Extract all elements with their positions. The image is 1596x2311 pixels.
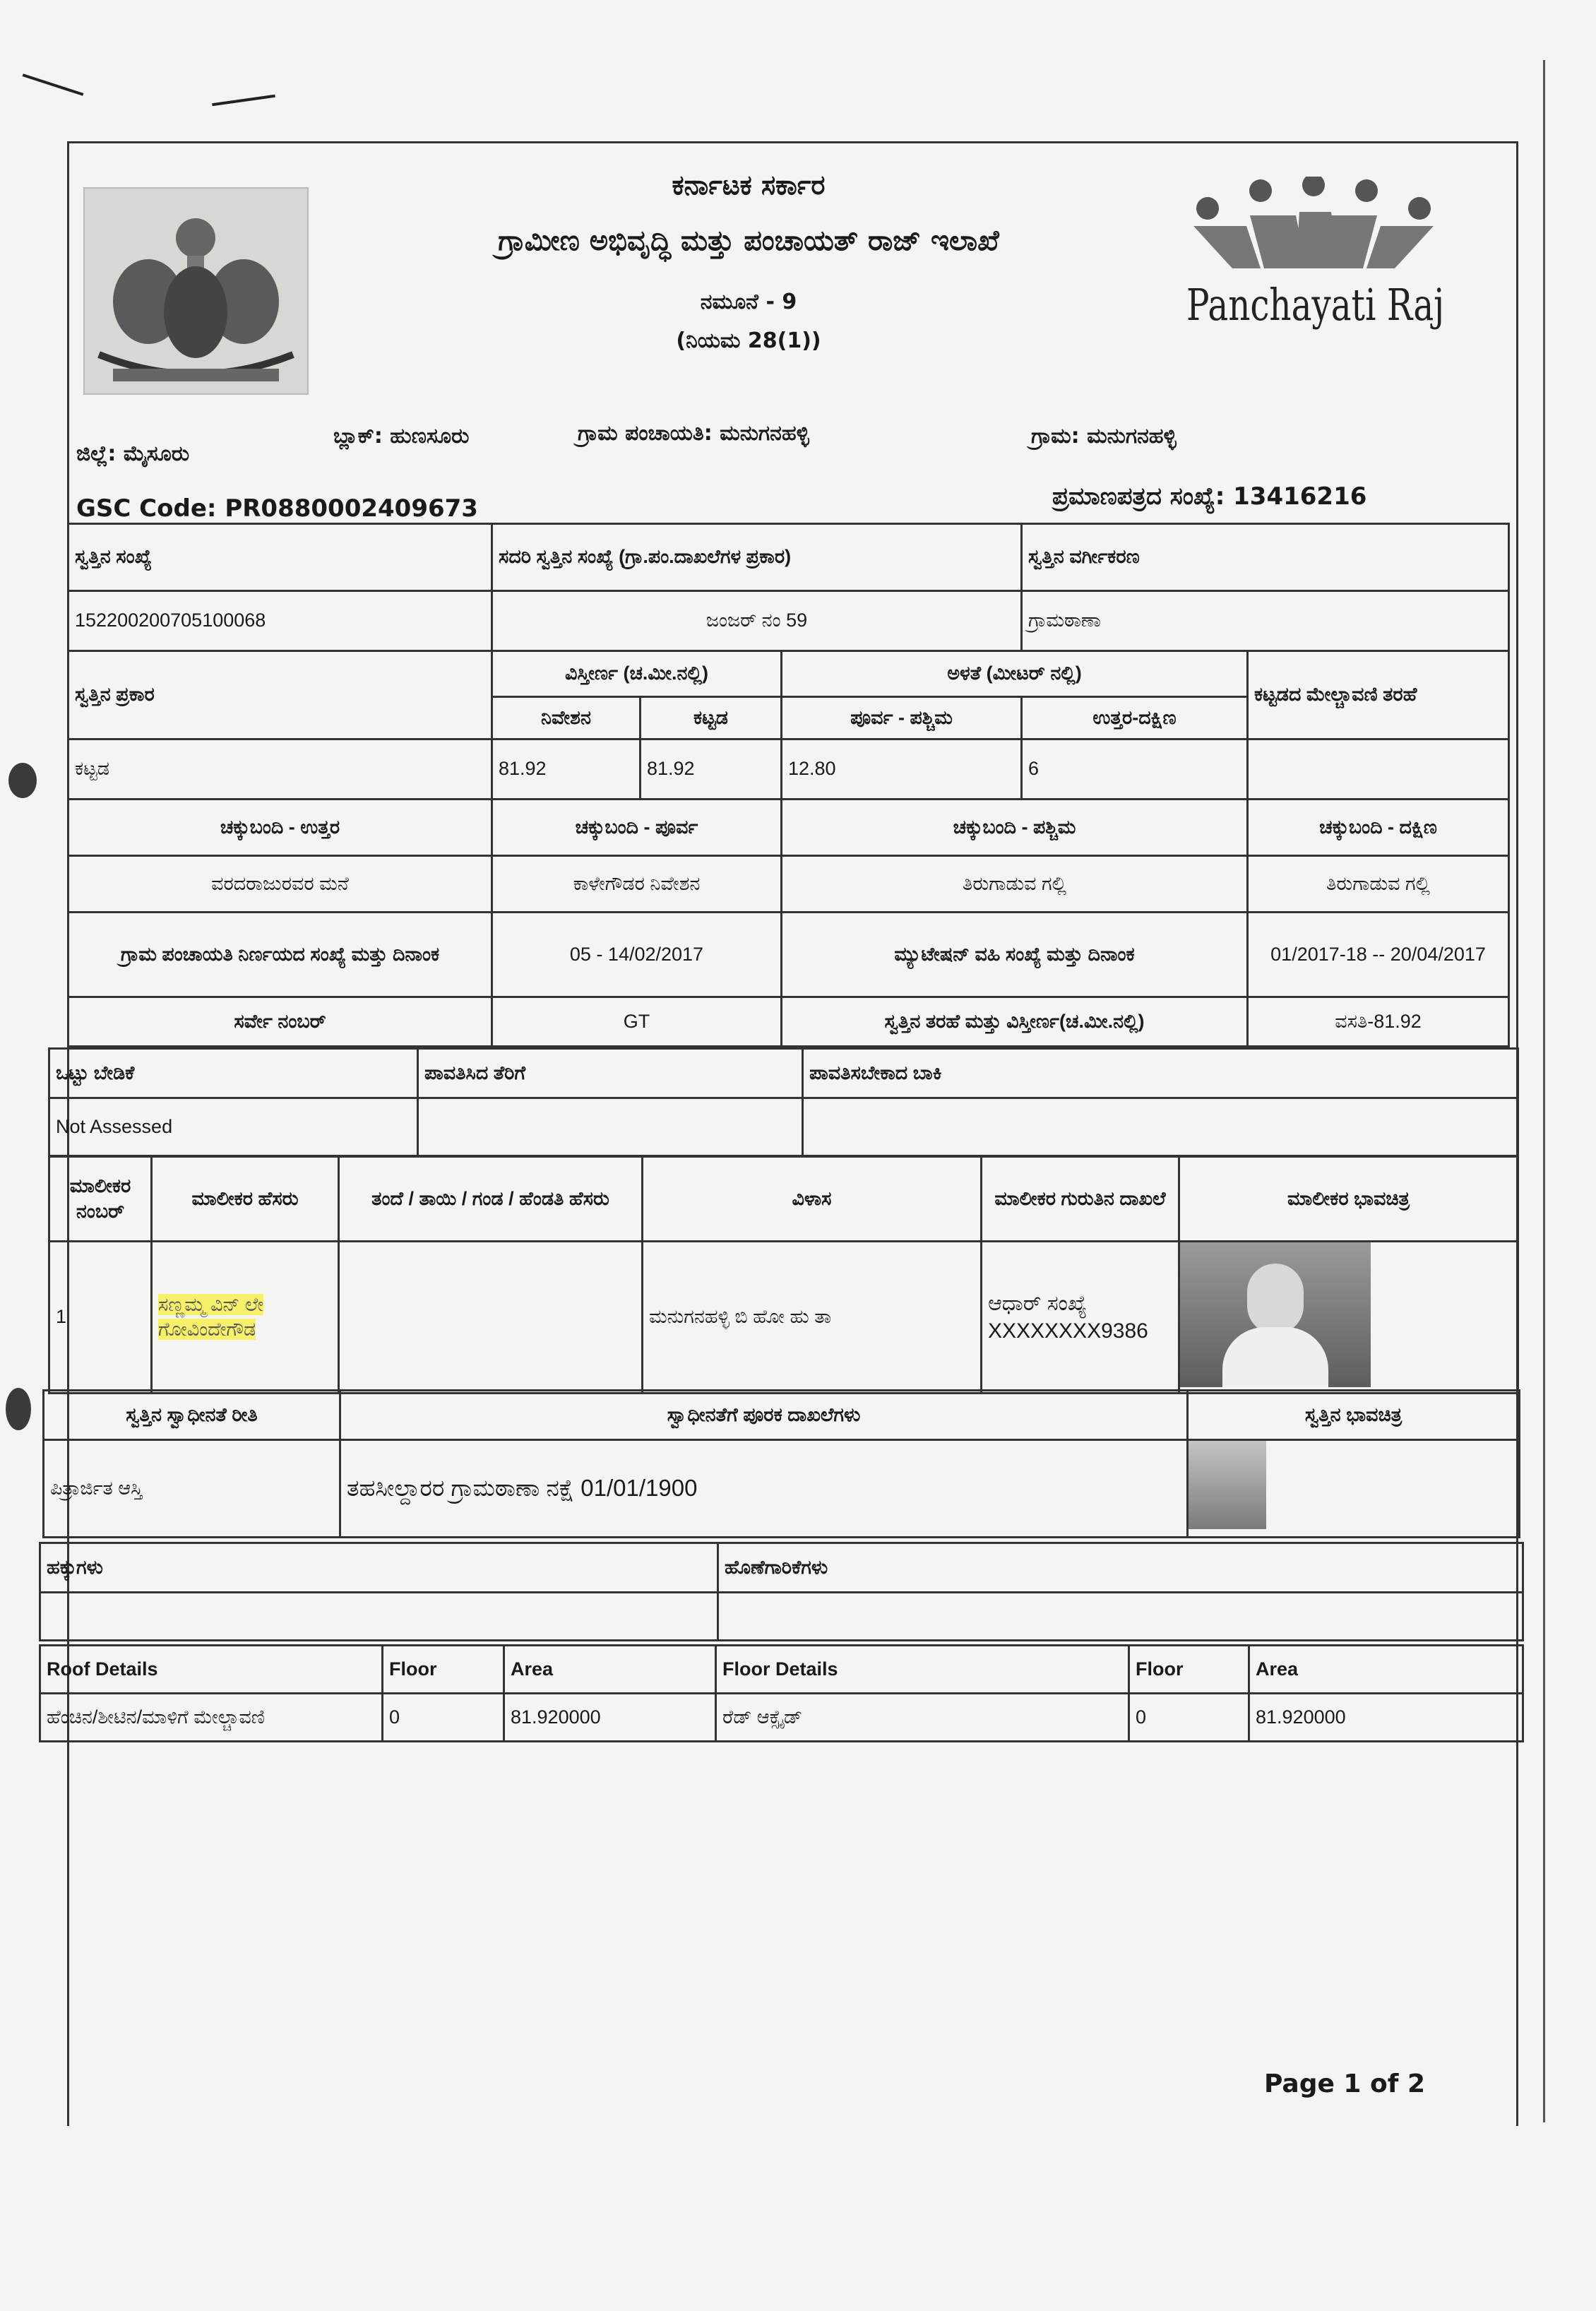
property-type-label: ಸ್ವತ್ತಿನ ಪ್ರಕಾರ	[69, 651, 492, 739]
owner-table	[48, 1156, 1519, 1394]
owner-number-label: ಮಾಲೀಕರ ನಂಬರ್	[49, 1157, 152, 1242]
acquisition-docs-value: ತಹಸೀಲ್ದಾರರ ಗ್ರಾಮಠಾಣಾ ನಕ್ಷೆ 01/01/1900	[340, 1440, 1188, 1538]
floor-floor-header: Floor	[1129, 1646, 1249, 1694]
east-west-label: ಪೂರ್ವ - ಪಶ್ಚಿಮ	[782, 697, 1022, 739]
logo-text: Panchayati Raj	[1186, 279, 1445, 331]
rights-label: ಹಕ್ಕುಗಳು	[40, 1543, 718, 1593]
dimension-label: ಅಳತೆ (ಮೀಟರ್ ನಲ್ಲಿ)	[782, 651, 1248, 697]
floor-area-value: 81.920000	[1249, 1694, 1523, 1742]
gram-panchayat: ಗ್ರಾಮ ಪಂಚಾಯತಿ: ಮನುಗನಹಳ್ಳಿ	[578, 421, 809, 446]
property-photo-label: ಸ್ವತ್ತಿನ ಭಾವಚಿತ್ರ	[1188, 1391, 1520, 1440]
roof-floor-value: 0	[383, 1694, 504, 1742]
roof-area-header: Area	[504, 1646, 716, 1694]
east-west-value: 12.80	[782, 739, 1022, 800]
owner-name-label: ಮಾಲೀಕರ ಹೆಸರು	[152, 1157, 339, 1242]
owner-id-value: ಆಧಾರ್ ಸಂಖ್ಯೆ XXXXXXXX9386	[982, 1242, 1179, 1394]
block: ಬ್ಲಾಕ್: ಹುಣಸೂರು	[333, 424, 470, 448]
floor-area-header: Area	[1249, 1646, 1523, 1694]
property-photo	[1189, 1441, 1266, 1529]
district: ಜಿಲ್ಲೆ: ಮೈಸೂರು	[76, 441, 190, 466]
roof-type-label: ಕಟ್ಟಡದ ಮೇಲ್ಚಾವಣಿ ತರಹೆ	[1248, 651, 1509, 739]
classification-value: ಗ್ರಾಮಠಾಣಾ	[1022, 591, 1509, 651]
relation-name-label: ತಂದೆ / ತಾಯಿ / ಗಂಡ / ಹೆಂಡತಿ ಹೆಸರು	[339, 1157, 643, 1242]
east-boundary-value: ಕಾಳೇಗೌಡರ ನಿವೇಶನ	[492, 856, 782, 913]
liabilities-value	[718, 1593, 1523, 1641]
acquisition-method-label: ಸ್ವತ್ತಿನ ಸ್ವಾಧೀನತೆ ರೀತಿ	[44, 1391, 340, 1440]
form-number: ನಮೂನೆ - 9	[700, 290, 797, 314]
owner-number-value: 1	[49, 1242, 152, 1394]
gsc-code: GSC Code: PR0880002409673	[76, 494, 478, 523]
classification-label: ಸ್ವತ್ತಿನ ವರ್ಗೀಕರಣ	[1022, 524, 1509, 591]
village: ಗ್ರಾಮ: ಮನುಗನಹಳ್ಳಿ	[1031, 424, 1177, 448]
mutation-label: ಮ್ಯುಟೇಷನ್ ವಹಿ ಸಂಖ್ಯೆ ಮತ್ತು ದಿನಾಂಕ	[782, 913, 1248, 997]
total-demand-label: ಒಟ್ಟು ಬೇಡಿಕೆ	[49, 1049, 418, 1098]
area-label: ವಿಸ್ತೀರ್ಣ (ಚ.ಮೀ.ನಲ್ಲಿ)	[492, 651, 782, 697]
acquisition-method-value: ಪಿತ್ರಾರ್ಜಿತ ಆಸ್ತಿ	[44, 1440, 340, 1538]
owner-photo	[1180, 1242, 1371, 1387]
certificate-number: ಪ್ರಮಾಣಪತ್ರದ ಸಂಖ್ಯೆ: 13416216	[1052, 482, 1367, 511]
roof-area-value: 81.920000	[504, 1694, 716, 1742]
tax-paid-value	[418, 1098, 803, 1156]
balance-due-value	[803, 1098, 1518, 1156]
roof-type-value	[1248, 739, 1509, 800]
building-area-value: 81.92	[641, 739, 782, 800]
address-label: ವಿಳಾಸ	[643, 1157, 982, 1242]
address-value: ಮನುಗನಹಳ್ಳಿ ಬಿ ಹೋ ಹು ತಾ	[643, 1242, 982, 1394]
floor-type-value: ರೆಡ್ ಆಕ್ಸೈಡ್	[716, 1694, 1129, 1742]
owner-id-label: ಮಾಲೀಕರ ಗುರುತಿನ ದಾಖಲೆ	[982, 1157, 1179, 1242]
rights-value	[40, 1593, 718, 1641]
west-boundary-value: ತಿರುಗಾಡುವ ಗಲ್ಲಿ	[782, 856, 1248, 913]
property-id-label: ಸ್ವತ್ತಿನ ಸಂಖ್ಯೆ	[69, 524, 492, 591]
tax-table	[48, 1047, 1519, 1157]
scan-mark	[23, 73, 84, 96]
roof-details-header: Roof Details	[40, 1646, 383, 1694]
page-number: Page 1 of 2	[1264, 2069, 1425, 2098]
old-id-label: ಸದರಿ ಸ್ವತ್ತಿನ ಸಂಖ್ಯೆ (ಗ್ರಾ.ಪಂ.ದಾಖಲೆಗಳ ಪ್ರಕಾರ)	[492, 524, 1022, 591]
liabilities-label: ಹೊಣೆಗಾರಿಕೆಗಳು	[718, 1543, 1523, 1593]
balance-due-label: ಪಾವತಿಸಬೇಕಾದ ಬಾಕಿ	[803, 1049, 1518, 1098]
page-edge	[1543, 60, 1545, 2122]
relation-name-value	[339, 1242, 643, 1394]
type-area-value: ವಸತಿ-81.92	[1248, 997, 1509, 1047]
resolution-value: 05 - 14/02/2017	[492, 913, 782, 997]
south-boundary-value: ತಿರುಗಾಡುವ ಗಲ್ಲಿ	[1248, 856, 1509, 913]
property-table	[67, 523, 1510, 1047]
form-rule: (ನಿಯಮ 28(1))	[676, 328, 821, 353]
acquisition-table	[42, 1389, 1520, 1538]
type-area-label: ಸ್ವತ್ತಿನ ತರಹೆ ಮತ್ತು ವಿಸ್ತೀರ್ಣ(ಚ.ಮೀ.ನಲ್ಲಿ)	[782, 997, 1248, 1047]
department-title: ಗ್ರಾಮೀಣ ಅಭಿವೃದ್ಧಿ ಮತ್ತು ಪಂಚಾಯತ್ ರಾಜ್ ಇಲಾಖೆ	[498, 225, 999, 257]
tax-paid-label: ಪಾವತಿಸಿದ ತೆರಿಗೆ	[418, 1049, 803, 1098]
roof-floor-table	[39, 1644, 1524, 1742]
state-emblem	[83, 187, 309, 395]
floor-floor-value: 0	[1129, 1694, 1249, 1742]
east-boundary-label: ಚಕ್ಕುಬಂದಿ - ಪೂರ್ವ	[492, 800, 782, 856]
old-id-value: ಜಂಜರ್ ನಂ 59	[492, 591, 1022, 651]
north-boundary-label: ಚಕ್ಕುಬಂದಿ - ಉತ್ತರ	[69, 800, 492, 856]
site-label: ನಿವೇಶನ	[492, 697, 641, 739]
rights-table	[39, 1542, 1524, 1641]
site-area-value: 81.92	[492, 739, 641, 800]
survey-number-label: ಸರ್ವೇ ನಂಬರ್	[69, 997, 492, 1047]
roof-type-value: ಹೆಂಚಿನ/ಶೀಟಿನ/ಮಾಳಿಗೆ ಮೇಲ್ಚಾವಣಿ	[40, 1694, 383, 1742]
south-boundary-label: ಚಕ್ಕುಬಂದಿ - ದಕ್ಷಿಣ	[1248, 800, 1509, 856]
scan-mark	[212, 95, 275, 106]
building-label: ಕಟ್ಟಡ	[641, 697, 782, 739]
owner-photo-label: ಮಾಲೀಕರ ಭಾವಚಿತ್ರ	[1179, 1157, 1518, 1242]
govt-title: ಕರ್ನಾಟಕ ಸರ್ಕಾರ	[672, 170, 826, 201]
mutation-value: 01/2017-18 -- 20/04/2017	[1248, 913, 1509, 997]
north-south-value: 6	[1022, 739, 1248, 800]
survey-number-value: GT	[492, 997, 782, 1047]
acquisition-docs-label: ಸ್ವಾಧೀನತೆಗೆ ಪೂರಕ ದಾಖಲೆಗಳು	[340, 1391, 1188, 1440]
north-boundary-value: ವರದರಾಜುರವರ ಮನೆ	[69, 856, 492, 913]
north-south-label: ಉತ್ತರ-ದಕ್ಷಿಣ	[1022, 697, 1248, 739]
resolution-label: ಗ್ರಾಮ ಪಂಚಾಯತಿ ನಿರ್ಣಯದ ಸಂಖ್ಯೆ ಮತ್ತು ದಿನಾಂಕ	[69, 913, 492, 997]
floor-details-header: Floor Details	[716, 1646, 1129, 1694]
roof-floor-header: Floor	[383, 1646, 504, 1694]
total-demand-value: Not Assessed	[49, 1098, 418, 1156]
punch-hole	[6, 1388, 31, 1430]
west-boundary-label: ಚಕ್ಕುಬಂದಿ - ಪಶ್ಚಿಮ	[782, 800, 1248, 856]
owner-name-value: ಸಣ್ಣಮ್ಮ ವಿನ್ ಲೇ ಗೋವಿಂದೇಗೌಡ	[158, 1293, 264, 1340]
property-type-value: ಕಟ್ಟಡ	[69, 739, 492, 800]
punch-hole	[8, 763, 37, 798]
property-id-value: 152200200705100068	[69, 591, 492, 651]
